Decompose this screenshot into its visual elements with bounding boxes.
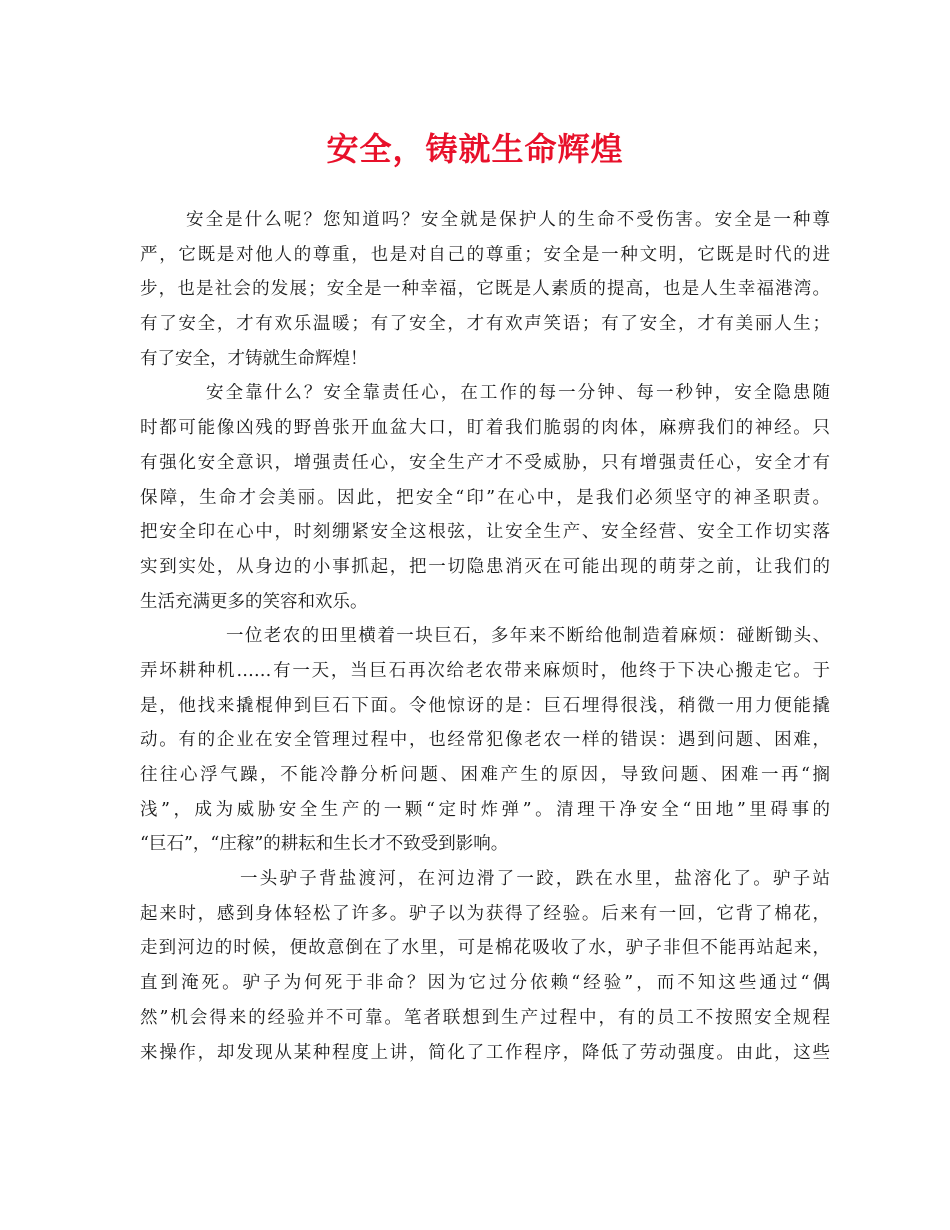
- text-line-content: 动。有的企业在安全管理过程中，也经常犯像老农一样的错误：遇到问题、困难，: [140, 730, 830, 751]
- text-line-content: 保障，生命才会美丽。因此，把安全“印”在心中，是我们必须坚守的神圣职责。: [140, 487, 830, 508]
- text-line: [140, 793, 830, 828]
- text-line-content: 来操作，却发现从某种程度上讲，简化了工作程序，降低了劳动强度。由此，这些: [140, 1042, 830, 1063]
- text-line-content: 是，他找来撬棍伸到巨石下面。令他惊讶的是：巨石埋得很浅，稍微一用力便能撬: [140, 695, 830, 716]
- text-line: [140, 1001, 830, 1036]
- text-line-content: 生活充满更多的笑容和欢乐。: [140, 591, 368, 612]
- text-line-content: 走到河边的时候，便故意倒在了水里，可是棉花吸收了水，驴子非但不能再站起来，: [140, 938, 830, 959]
- text-line: [140, 238, 830, 273]
- text-line: [140, 723, 830, 758]
- text-line: [140, 897, 830, 932]
- text-line: [140, 654, 830, 689]
- text-line: [140, 307, 830, 342]
- text-line: [140, 481, 830, 516]
- text-line-content: 然”机会得来的经验并不可靠。笔者联想到生产过程中，有的员工不按照安全规程: [140, 1007, 830, 1028]
- text-line-content: 一位老农的田里横着一块巨石，多年来不断给他制造着麻烦：碰断锄头、: [226, 626, 830, 647]
- text-line-content: “巨石”，“庄稼”的耕耘和生长才不致受到影响。: [140, 834, 509, 855]
- text-line: [140, 1036, 830, 1071]
- text-line-content: 弄坏耕种机……有一天，当巨石再次给老农带来麻烦时，他终于下决心搬走它。于: [140, 660, 830, 681]
- text-line-content: 直到淹死。驴子为何死于非命？因为它过分依赖“经验”，而不知这些通过“偶: [140, 973, 830, 994]
- text-line: [140, 411, 830, 446]
- text-line-content: 严，它既是对他人的尊重，也是对自己的尊重；安全是一种文明，它既是时代的进: [140, 244, 830, 265]
- text-line: [140, 689, 830, 724]
- text-line: [140, 376, 830, 411]
- text-line-content: 时都可能像凶残的野兽张开血盆大口，盯着我们脆弱的肉体，麻痹我们的神经。只: [140, 418, 830, 439]
- text-line-content: 一头驴子背盐渡河，在河边滑了一跤，跌在水里，盐溶化了。驴子站: [240, 869, 830, 890]
- text-line-content: 有强化安全意识，增强责任心，安全生产才不受威胁，只有增强责任心，安全才有: [140, 452, 830, 473]
- text-line: [140, 758, 830, 793]
- text-line: [140, 827, 830, 862]
- text-line: [140, 342, 830, 377]
- text-line: [140, 585, 830, 620]
- document-body: [140, 203, 830, 1070]
- text-line: [140, 619, 830, 654]
- text-line-content: 实到实处，从身边的小事抓起，把一切隐患消灭在可能出现的萌芽之前，让我们的: [140, 556, 830, 577]
- text-line: [140, 203, 830, 238]
- text-line-content: 把安全印在心中，时刻绷紧安全这根弦，让安全生产、安全经营、安全工作切实落: [140, 522, 830, 543]
- text-line-content: 往往心浮气躁，不能冷静分析问题、困难产生的原因，导致问题、困难一再“搁: [140, 765, 830, 785]
- text-line-content: 起来时，感到身体轻松了许多。驴子以为获得了经验。后来有一回，它背了棉花，: [140, 903, 830, 924]
- text-line-content: 有了安全，才铸就生命辉煌！: [140, 348, 368, 369]
- text-line-content: 安全是什么呢？您知道吗？安全就是保护人的生命不受伤害。安全是一种尊: [186, 210, 830, 230]
- text-line-content: 有了安全，才有欢乐温暖；有了安全，才有欢声笑语；有了安全，才有美丽人生；: [140, 314, 830, 335]
- text-line: [140, 550, 830, 585]
- text-line: [140, 272, 830, 307]
- text-line: [140, 966, 830, 1001]
- text-line-content: 安全靠什么？安全靠责任心，在工作的每一分钟、每一秒钟，安全隐患随: [206, 383, 830, 404]
- text-line: [140, 515, 830, 550]
- text-line: [140, 446, 830, 481]
- text-line: [140, 931, 830, 966]
- text-line: [140, 862, 830, 897]
- text-line-content: 浅”，成为威胁安全生产的一颗“定时炸弹”。清理干净安全“田地”里碍事的: [140, 799, 830, 820]
- document-title: 安全，铸就生命辉煌: [326, 130, 624, 168]
- text-line-content: 步，也是社会的发展；安全是一种幸福，它既是人素质的提高，也是人生幸福港湾。: [140, 279, 830, 300]
